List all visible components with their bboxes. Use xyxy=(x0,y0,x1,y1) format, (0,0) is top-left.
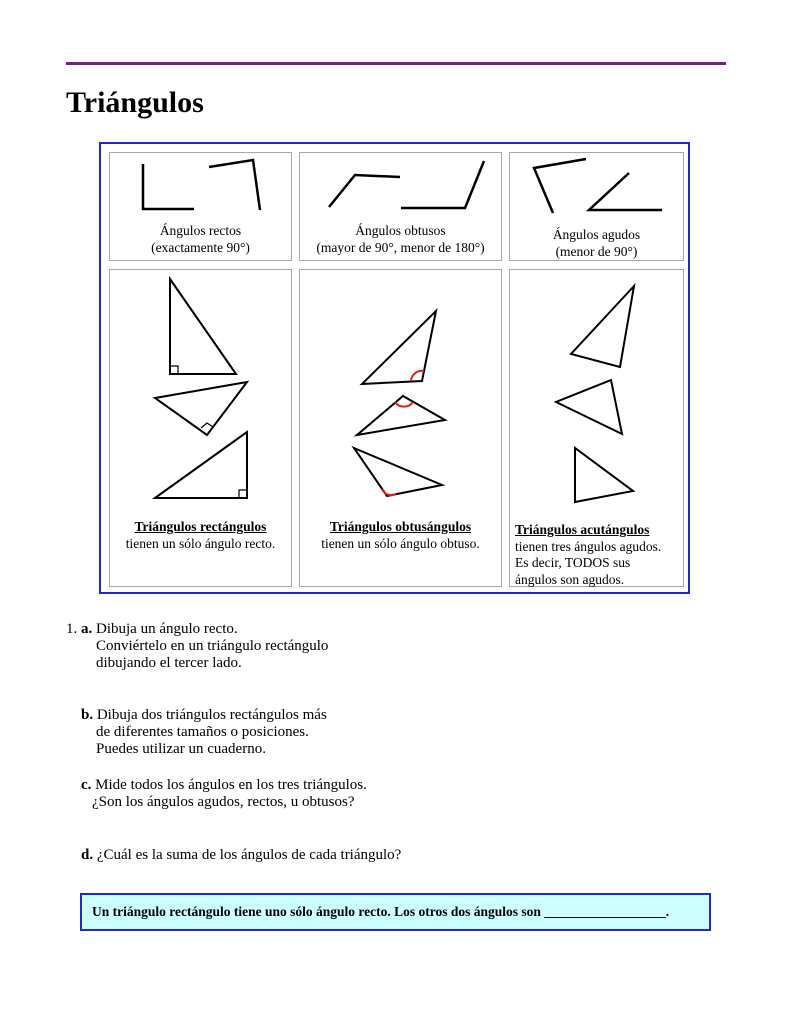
obtuse-angles-cell xyxy=(299,152,502,261)
caption-line: Ángulos agudos xyxy=(552,227,641,242)
caption-line: ángulos son agudos. xyxy=(515,571,625,587)
caption-line: Ángulos rectos xyxy=(159,223,242,238)
question-b xyxy=(81,707,327,724)
caption-line: tienen un sólo ángulo obtuso. xyxy=(321,536,480,551)
question-line: ¿Cuál es la suma de los ángulos de cada triángulo? xyxy=(96,847,402,863)
question-a-line: dibujando el tercer lado. xyxy=(96,655,242,671)
right-angles-cell xyxy=(109,152,292,261)
caption-line: tienen tres ángulos agudos. xyxy=(515,538,662,554)
obtuse-angles-caption xyxy=(300,222,501,256)
caption-line: Ángulos obtusos xyxy=(355,223,446,238)
caption-line: (mayor de 90°, menor de 180°) xyxy=(316,240,485,255)
question-line: Mide todos los ángulos en los tres triángulos. xyxy=(95,777,367,793)
acute-angles-caption xyxy=(510,226,683,260)
question-a xyxy=(81,621,238,638)
question-c-line: ¿Son los ángulos agudos, rectos, u obtusos? xyxy=(92,794,355,810)
summary-note: Un triángulo rectángulo tiene uno sólo ángulo recto. Los otros dos ángulos son __________________. xyxy=(80,893,711,931)
caption-line: Es decir, TODOS sus xyxy=(515,555,631,570)
caption-line: (menor de 90°) xyxy=(555,244,638,259)
question-b-line: de diferentes tamaños o posiciones. xyxy=(96,724,309,740)
caption-heading: Triángulos acutángulos xyxy=(515,522,650,537)
question-label: a. xyxy=(81,621,93,637)
caption-heading: Triángulos rectángulos xyxy=(134,519,267,534)
question-d xyxy=(81,847,401,864)
right-triangles-cell xyxy=(109,269,292,587)
question-b-line: Puedes utilizar un cuaderno. xyxy=(96,741,266,757)
question-a-line: Conviértelo en un triángulo rectángulo xyxy=(96,638,329,654)
caption-line: tienen un sólo ángulo recto. xyxy=(125,536,276,551)
question-line: Dibuja dos triángulos rectángulos más xyxy=(96,707,327,723)
right-angles-caption xyxy=(110,222,291,256)
header-rule xyxy=(66,62,726,65)
right-triangles-caption xyxy=(110,518,291,552)
caption-line: (exactamente 90°) xyxy=(151,240,250,255)
acute-angles-cell xyxy=(509,152,684,261)
question-label: d. xyxy=(81,847,94,863)
question-label: c. xyxy=(81,777,92,793)
page-title: Triángulos xyxy=(66,86,204,119)
question-label: b. xyxy=(81,707,94,723)
triangle-types-panel xyxy=(99,142,690,594)
question-c xyxy=(81,777,367,794)
obtuse-triangles-caption xyxy=(300,518,501,552)
obtuse-triangles-cell xyxy=(299,269,502,587)
question-number: 1. xyxy=(66,621,78,637)
caption-heading: Triángulos obtusángulos xyxy=(329,519,472,534)
acute-triangles-caption xyxy=(515,522,661,588)
acute-triangles-cell xyxy=(509,269,684,587)
question-line: Dibuja un ángulo recto. xyxy=(96,621,238,637)
